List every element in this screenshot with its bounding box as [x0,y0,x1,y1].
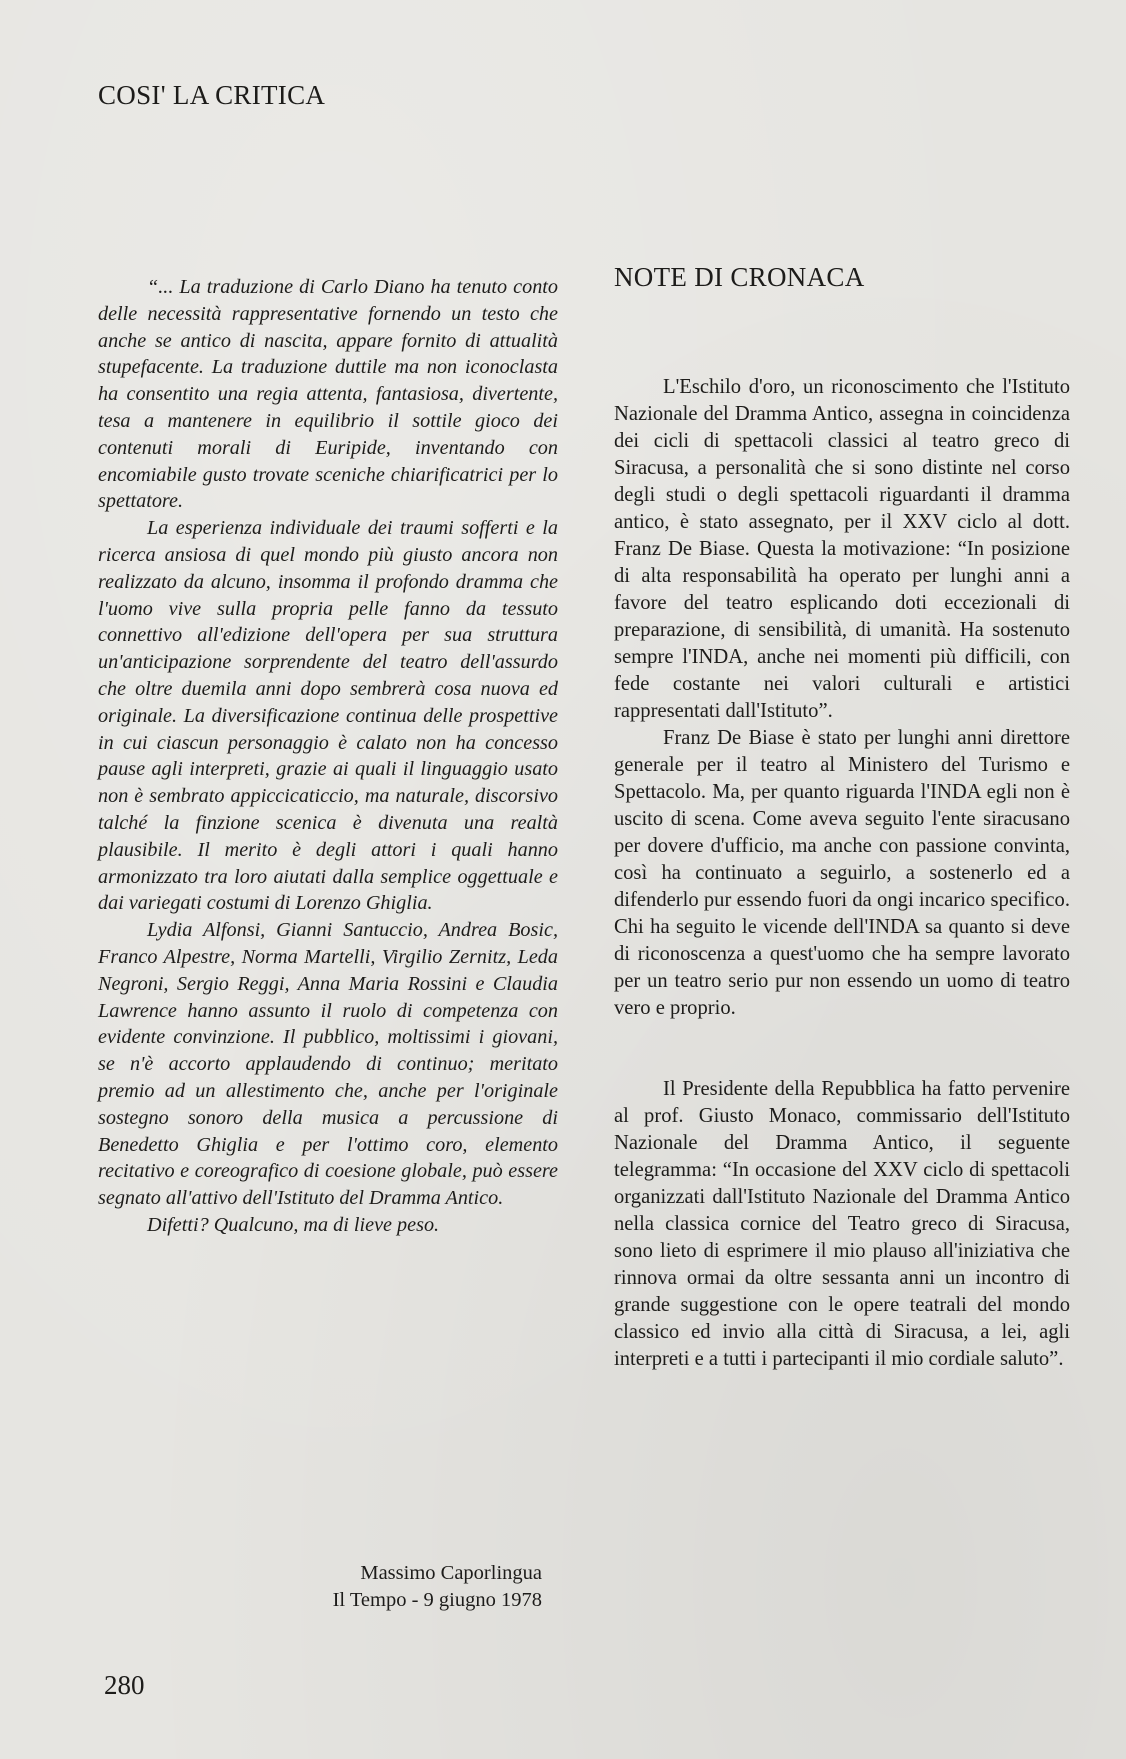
section-title-critica: COSI' LA CRITICA [98,80,326,110]
review-paragraph: La esperienza individuale dei traumi sofferti e la ricerca ansiosa di quel mondo più giusto ancora non realizzato da alcuno, insomma il profondo dramma che l'uomo vive sulla propria pelle fanno da tessuto connettivo all'edizione dell'opera per sua struttura un'anticipazione sorprendente del teatro dell'assurdo che oltre duemila anni dopo sembrerà cosa nuova ed originale. La diversificazione continua delle prospettive in cui ciascun personaggio è calato non ha concesso pause agli interpreti, grazie ai quali il linguaggio usato non è sembrato appiccicaticcio, ma naturale, discorsivo talché la finzione scenica è divenuta una realtà plausibile. Il merito è degli attori i quali hanno armonizzato tra loro aiutati dalla semplice oggettuale e dai variegati costumi di Lorenzo Ghiglia. [98,517,558,915]
review-signature [250,1560,542,1614]
review-paragraph: Difetti? Qualcuno, ma di lieve peso. [147,1213,440,1236]
signature-author: Massimo Caporlingua [360,1562,542,1584]
signature-source: Il Tempo - 9 giugno 1978 [332,1589,542,1611]
review-paragraph: “... La traduzione di Carlo Diano ha tenuto conto delle necessità rappresentative fornendo un testo che anche se antico di nascita, appare fornito di attualità stupefacente. La traduzione duttile ma non iconoclasta ha consentito una regia attenta, fantasiosa, divertente, tesa a mantenere in equilibrio il sottile gioco dei contenuti morali di Euripide, inventando con encomiabile gusto trovate sceniche chiarificatrici per lo spettatore. [98,276,558,513]
news-paragraph: Il Presidente della Repubblica ha fatto pervenire al prof. Giusto Monaco, commissario dell'Istituto Nazionale del Dramma Antico, il seguente telegramma: “In occasione del XXV ciclo di spettacoli organizzati dall'Istituto Nazionale del Dramma Antico nella classica cornice del Teatro greco di Siracusa, sono lieto di esprimere il mio plauso all'iniziativa che rinnova ormai da oltre sessanta anni un incontro di grande suggestione con le opere teatrali del mondo classico ed invio alla città di Siracusa, a lei, agli interpreti e a tutti i partecipanti il mio cordiale saluto”. [614,1078,1070,1370]
page-number: 280 [104,1670,145,1700]
review-column [98,274,558,1239]
review-paragraph: Lydia Alfonsi, Gianni Santuccio, Andrea Bosic, Franco Alpestre, Norma Martelli, Virgilio Zernitz, Leda Negroni, Sergio Reggi, Anna Maria Rossini e Claudia Lawrence hanno assunto il ruolo di competenza con evidente convinzione. Il pubblico, moltissimi i giovani, se n'è accorto applaudendo di continuo; meritato premio ad un allestimento che, anche per l'originale sostegno sonoro della musica a percussione di Benedetto Ghiglia e per l'ottimo coro, elemento recitativo e coreografico di coesione globale, può essere segnato all'attivo dell'Istituto del Dramma Antico. [98,919,558,1210]
news-paragraph: L'Eschilo d'oro, un riconoscimento che l'Istituto Nazionale del Dramma Antico, assegna in coincidenza dei cicli di spettacoli classici al teatro greco di Siracusa, a personalità che si sono distinte nel corso degli studi o degli spettacoli riguardanti il dramma antico, è stato assegnato, per il XXV ciclo al dott. Franz De Biase. Questa la motivazione: “In posizione di alta responsabilità ha operato per lunghi anni a favore del teatro esplicando doti eccezionali di preparazione, di sensibilità, di umanità. Ha sostenuto sempre l'INDA, anche nei momenti più difficili, con fede costante nei valori culturali e artistici rappresentati dall'Istituto”. [614,376,1070,722]
news-paragraph: Franz De Biase è stato per lunghi anni direttore generale per il teatro al Ministero del Turismo e Spettacolo. Ma, per quanto riguarda l'INDA egli non è uscito di scena. Come aveva seguito l'ente siracusano per dovere d'ufficio, ma anche con passione convinta, così ha continuato a seguirlo, a sostenerlo ed a difenderlo pur essendo fuori da ongi incarico specifico. Chi ha seguito le vicende dell'INDA sa quanto si deve di riconoscenza a quest'uomo che ha sempre lavorato per un teatro serio pur non essendo un uomo di teatro vero e proprio. [614,727,1070,1019]
section-title-cronaca: NOTE DI CRONACA [614,262,865,292]
news-column [614,374,1070,1373]
